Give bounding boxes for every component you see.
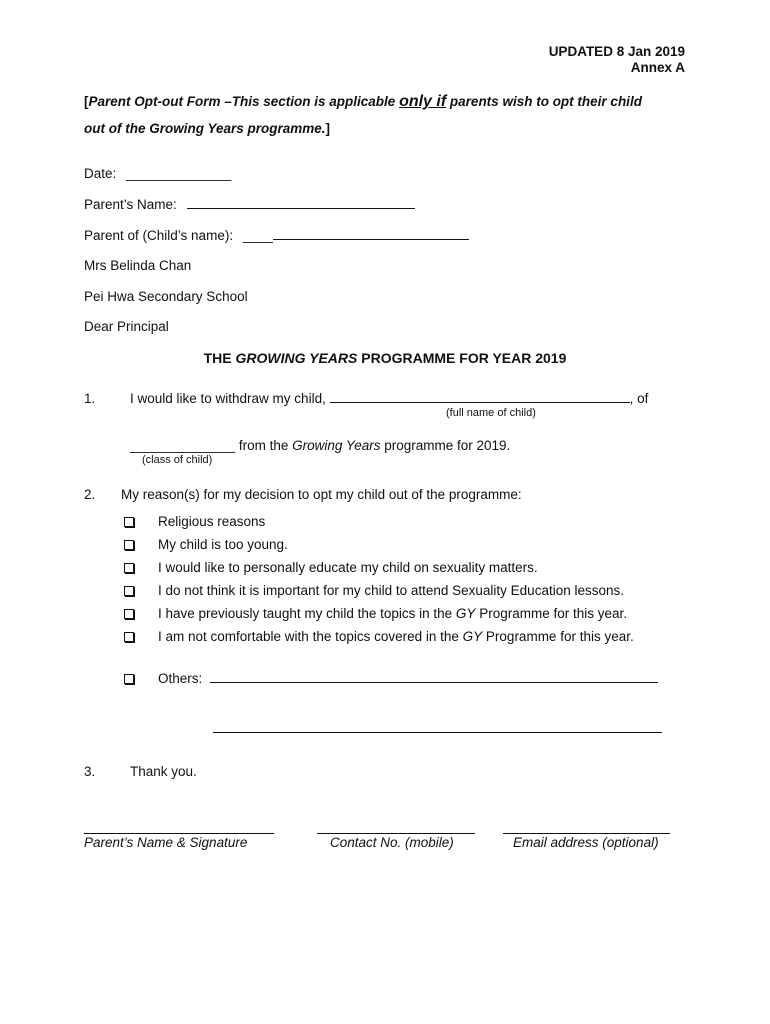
checkbox-not-important[interactable]: [124, 586, 134, 596]
reason-6-after: Programme for this year.: [482, 629, 634, 644]
reason-label: I would like to personally educate my child on sexuality matters.: [158, 560, 538, 575]
parent-name-label: Parent’s Name:: [84, 197, 177, 212]
intro-part-1: Parent Opt-out Form –This section is applicable: [88, 94, 400, 109]
updated-date: UPDATED 8 Jan 2019: [548, 44, 685, 59]
item-1-number: 1.: [84, 391, 96, 406]
date-blank[interactable]: ______________: [126, 166, 232, 181]
form-title: [0, 350, 770, 366]
item-1-class-line: [130, 438, 510, 453]
signature-line[interactable]: [84, 833, 274, 834]
intro-bracket-open: [: [84, 94, 89, 109]
checkbox-too-young[interactable]: [124, 540, 134, 550]
item-3-text: Thank you.: [130, 764, 197, 779]
others-label: Others:: [158, 671, 203, 686]
parent-name-line[interactable]: [187, 207, 415, 209]
checkbox-not-comfortable[interactable]: [124, 632, 134, 642]
item-1-gy: Growing Years: [292, 438, 381, 453]
intro-line-2-text: out of the Growing Years programme.: [84, 121, 326, 136]
email-caption: Email address (optional): [513, 835, 659, 850]
signature-caption: Parent’s Name & Signature: [84, 835, 248, 850]
item-1-text-before: I would like to withdraw my child,: [130, 391, 330, 406]
child-name-line[interactable]: [330, 401, 630, 403]
others-line-2[interactable]: [213, 732, 662, 733]
title-part-2: PROGRAMME FOR YEAR 2019: [357, 350, 567, 366]
date-field: [84, 166, 231, 181]
intro-emphasis: only if: [399, 93, 447, 110]
item-1-end: programme for 2019.: [380, 438, 511, 453]
contact-caption: Contact No. (mobile): [330, 835, 454, 850]
intro-bracket-close: ]: [325, 121, 331, 136]
reason-6-gy: GY: [462, 629, 483, 644]
email-line[interactable]: [503, 833, 670, 834]
item-3-number: 3.: [84, 764, 96, 779]
reason-label: Religious reasons: [158, 514, 266, 529]
parent-of-blank[interactable]: ____: [242, 228, 273, 243]
title-part-1: THE: [203, 350, 236, 366]
addressee-name: Mrs Belinda Chan: [84, 258, 192, 273]
checkbox-others[interactable]: [124, 674, 134, 684]
item-2-text: My reason(s) for my decision to opt my child out of the programme:: [121, 487, 522, 502]
others-line-1[interactable]: [210, 681, 658, 683]
salutation: Dear Principal: [84, 319, 169, 334]
parent-of-field: [84, 228, 469, 243]
class-blank[interactable]: ______________: [130, 438, 236, 453]
caption-class: (class of child): [142, 454, 213, 466]
item-1-text-after: , of: [629, 391, 649, 406]
contact-line[interactable]: [317, 833, 475, 834]
intro-line-2: [84, 121, 330, 136]
intro-line-1: [84, 93, 642, 111]
checkbox-religious[interactable]: [124, 517, 134, 527]
parent-of-label: Parent of (Child’s name):: [84, 228, 234, 243]
title-italic: GROWING YEARS: [235, 350, 358, 366]
date-label: Date:: [84, 166, 117, 181]
checkbox-previously-taught[interactable]: [124, 609, 134, 619]
parent-name-field: [84, 197, 415, 212]
reason-label: My child is too young.: [158, 537, 288, 552]
intro-part-2: parents wish to opt their child: [446, 94, 642, 109]
checkbox-personally-educate[interactable]: [124, 563, 134, 573]
annex-label: Annex A: [630, 60, 685, 75]
reason-label: I do not think it is important for my child to attend Sexuality Education lessons.: [158, 583, 624, 598]
item-2-number: 2.: [84, 487, 96, 502]
reason-5-before: I have previously taught my child the topics in the: [158, 606, 456, 621]
item-1-line: [130, 391, 648, 406]
reason-label-not-comfortable: [158, 629, 634, 644]
parent-of-line[interactable]: [273, 238, 469, 240]
reason-label-previously-taught: [158, 606, 627, 621]
reason-5-after: Programme for this year.: [475, 606, 627, 621]
item-1-from: from the: [235, 438, 293, 453]
others-field: [158, 671, 658, 686]
reason-6-before: I am not comfortable with the topics covered in the: [158, 629, 463, 644]
reason-5-gy: GY: [455, 606, 476, 621]
addressee-school: Pei Hwa Secondary School: [84, 289, 248, 304]
caption-child-name: (full name of child): [446, 407, 536, 419]
